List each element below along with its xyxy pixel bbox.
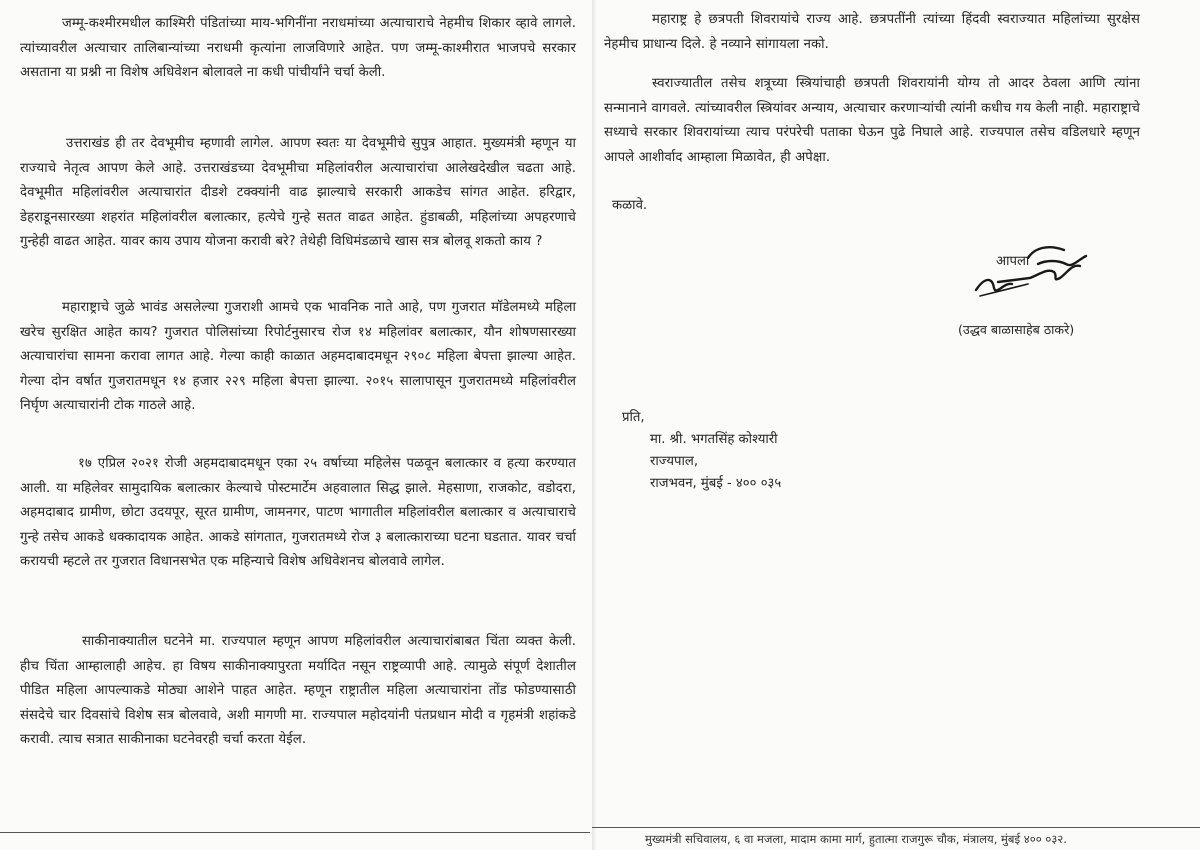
paragraph-kashmir: जम्मू-कश्मीरमधील काश्मिरी पंडितांच्या माय-भगिनींना नराधमांच्या अत्याचाराचे नेहमीच शिकार व्हावे लागले. त्यांच्यावरील अत्याचार तालिबान्यांच्या नराधमी कृत्यांना लाजविणारे आहेत. पण जम्मू-काश्मीरात भाजपचे सरकार असताना या प्रश्नी ना विशेष अधिवेशन बोलावले ना कधी पांचीर्यांने चर्चा केली. xyxy=(20,16,576,81)
letterhead-footer: मुख्यमंत्री सचिवालय, ६ वा मजला, मादाम कामा मार्ग, हुतात्मा राजगुरू चौक, मंत्रालय, मुंबई ४०० ०३२. xyxy=(645,832,1067,846)
signature-image xyxy=(968,238,1098,310)
recipient-designation: राज्यपाल, xyxy=(650,454,699,469)
yours-label: आपला xyxy=(996,254,1030,269)
paragraph-gujarat: महाराष्ट्राचे जुळे भावंड असलेल्या गुजराशी आमचे एक भावनिक नाते आहे, पण गुजरात मॉडेलमध्ये महिला खरेच सुरक्षित आहेत काय? गुजरात पोलिसांच्या रिपोर्टनुसारच रोज १४ महिलांवर बलात्कार, यौन शोषणसारख्या अत्याचारांचा सामना करावा लागत आहे. गेल्या काही काळात अहमदाबादमधून २९०८ महिला बेपत्ता झाल्या आहेत. गेल्या दोन वर्षात गुजरातमधून १४ हजार २२९ महिला बेपत्ता झाल्या. २०१५ सालापासून गुजरातमध्ये महिलांवरील निर्घृण अत्याचारांनी टोक गाठले आहे. xyxy=(20,300,576,414)
closing-text: कळावे. xyxy=(612,198,648,213)
paragraph-sakinaka: साकीनाक्यातील घटनेने मा. राज्यपाल म्हणून आपण महिलांवरील अत्याचारांबाबत चिंता व्यक्त केली. हीच चिंता आम्हालाही आहेच. हा विषय साकीनाक्यापुरता मर्यादित नसून राष्ट्रव्यापी आहे. त्यामुळे संपूर्ण देशातील पीडित महिला आपल्याकडे मोठ्या आशेने पाहत आहेत. म्हणून राष्ट्रातील महिला अत्याचारांना तोंड फोडण्यासाठी संसदेचे चार दिवसांचे विशेष सत्र बोलवावे, अशी मागणी मा. राज्यपाल महोदयांनी पंतप्रधान मोदी व गृहमंत्री शहांकडे करावी. त्याच सत्रात साकीनाका घटनेवरही चर्चा करता येईल. xyxy=(20,634,576,748)
paragraph-shivaji-kingdom: महाराष्ट्र हे छत्रपती शिवरायांचे राज्य आहे. छत्रपतींनी त्यांच्या हिंदवी स्वराज्यात महिलांच्या सुरक्षेस नेहमीच प्राधान्य दिले. हे नव्याने सांगायला नको. xyxy=(604,12,1140,52)
paragraph-ahmedabad-case: १७ एप्रिल २०२१ रोजी अहमदाबादमधून एका २५ वर्षाच्या महिलेस पळवून बलात्कार व हत्या करण्यात आली. या महिलेवर सामुदायिक बलात्कार केल्याचे पोस्टमार्टेम अहवालात सिद्ध झाले. मेहसाणा, राजकोट, वडोदरा, अहमदाबाद ग्रामीण, छोटा उदयपूर, सूरत ग्रामीण, जामनगर, पाटण भागातील महिलांवरील बलात्कार व अत्याचाराचे गुन्हे तसेच आकडे धक्कादायक आहेत. आकडे सांगतात, गुजरातमध्ये रोज ३ बलात्काराच्या घटना घडतात. यावर चर्चा करायची म्हटले तर गुजरात विधानसभेत एक महिन्याचे विशेष अधिवेशनच बोलवावे लागेल. xyxy=(20,456,576,570)
left-letter-page xyxy=(0,0,592,850)
left-footer-rule xyxy=(0,832,590,833)
signatory-name: (उद्धव बाळासाहेब ठाकरे) xyxy=(958,322,1075,337)
paragraph-uttarakhand: उत्तराखंड ही तर देवभूमीच म्हणावी लागेल. आपण स्वतः या देवभूमीचे सुपुत्र आहात. मुख्यमंत्री म्हणून या राज्याचे नेतृत्व आपण केले आहे. उत्तराखंडच्या देवभूमीचा महिलांवरील अत्याचारांचा आलेखदेखील चढता आहे. देवभूमीत महिलांवरील अत्याचारांत दीडशे टक्क्यांनी वाढ झाल्याचे सरकारी आकडेच सांगत आहेत. हरिद्वार, डेहराडूनसारख्या शहरांत महिलांवरील बलात्कार, हत्येचे गुन्हे सतत वाढत आहेत. हुंडाबळी, महिलांच्या अपहरणाचे गुन्हेही वाढत आहेत. यावर काय उपाय योजना करावी बरे? तेथेही विधिमंडळाचे खास सत्र बोलवू शकतो काय ? xyxy=(20,136,576,250)
paragraph-swarajya: स्वराज्यातील तसेच शत्रूच्या स्त्रियांचाही छत्रपती शिवरायांनी योग्य तो आदर ठेवला आणि त्यांना सन्मानाने वागवले. त्यांच्यावरील स्त्रियांवर अन्याय, अत्याचार करणाऱ्यांची त्यांनी कधीच गय केली नाही. महाराष्ट्राचे सध्याचे सरकार शिवरायांच्या त्याच परंपरेची पताका घेऊन पुढे निघाले आहे. राज्यपाल तसेच वडिलधारे म्हणून आपले आशीर्वाद आम्हाला मिळावेत, ही अपेक्षा. xyxy=(604,76,1140,165)
recipient-address: राजभवन, मुंबई - ४०० ०३५ xyxy=(650,476,782,491)
recipient-name: मा. श्री. भगतसिंह कोश्यारी xyxy=(650,432,778,447)
right-footer-rule xyxy=(592,827,1200,828)
to-label: प्रति, xyxy=(622,410,645,425)
right-letter-page xyxy=(596,0,1200,850)
